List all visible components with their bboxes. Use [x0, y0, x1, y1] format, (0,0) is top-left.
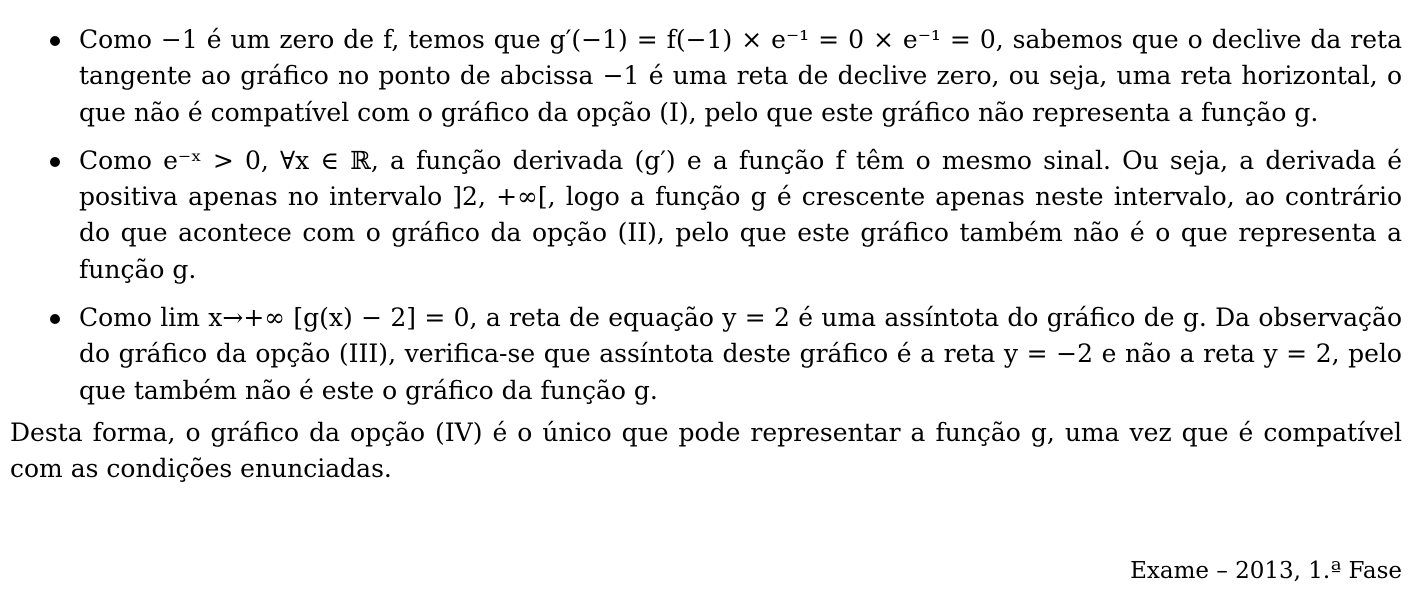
argument-list	[10, 22, 1402, 409]
bullet-option-3	[10, 300, 1402, 409]
bullet-dot-icon	[50, 36, 60, 46]
bullet-dot-icon	[50, 314, 60, 324]
bullet-option-2	[10, 143, 1402, 288]
bullet-option-1	[10, 22, 1402, 131]
exam-source-citation: Exame – 2013, 1.ª Fase	[1130, 558, 1402, 584]
bullet-text: Como −1 é um zero de f, temos que g′(−1) = f(−1) × e⁻¹ = 0 × e⁻¹ = 0, sabemos que o declive da reta tangente ao gráfico no ponto de abcissa −1 é uma reta de declive zero, ou seja, uma reta horizontal, o que não é compatível com o gráfico da opção (I), pelo que este gráfico não representa a função g.	[79, 25, 1402, 127]
document-body	[10, 22, 1402, 487]
bullet-text: Como e⁻ˣ > 0, ∀x ∈ ℝ, a função derivada (g′) e a função f têm o mesmo sinal. Ou seja, a derivada é positiva apenas no intervalo ]2, +∞[, logo a função g é crescente apenas neste intervalo, ao contrário do que acontece com o gráfico da opção (II), pelo que este gráfico também não é o que representa a função g.	[79, 145, 1402, 284]
conclusion-paragraph: Desta forma, o gráfico da opção (IV) é o único que pode representar a função g, uma vez que é compatível com as condições enunciadas.	[10, 417, 1402, 483]
bullet-text: Como lim x→+∞ [g(x) − 2] = 0, a reta de equação y = 2 é uma assíntota do gráfico de g. Da observação do gráfico da opção (III), verifica-se que assíntota deste gráfico é a reta y = −2 e não a reta y = 2, pelo que também não é este o gráfico da função g.	[79, 303, 1402, 405]
bullet-dot-icon	[50, 157, 60, 167]
